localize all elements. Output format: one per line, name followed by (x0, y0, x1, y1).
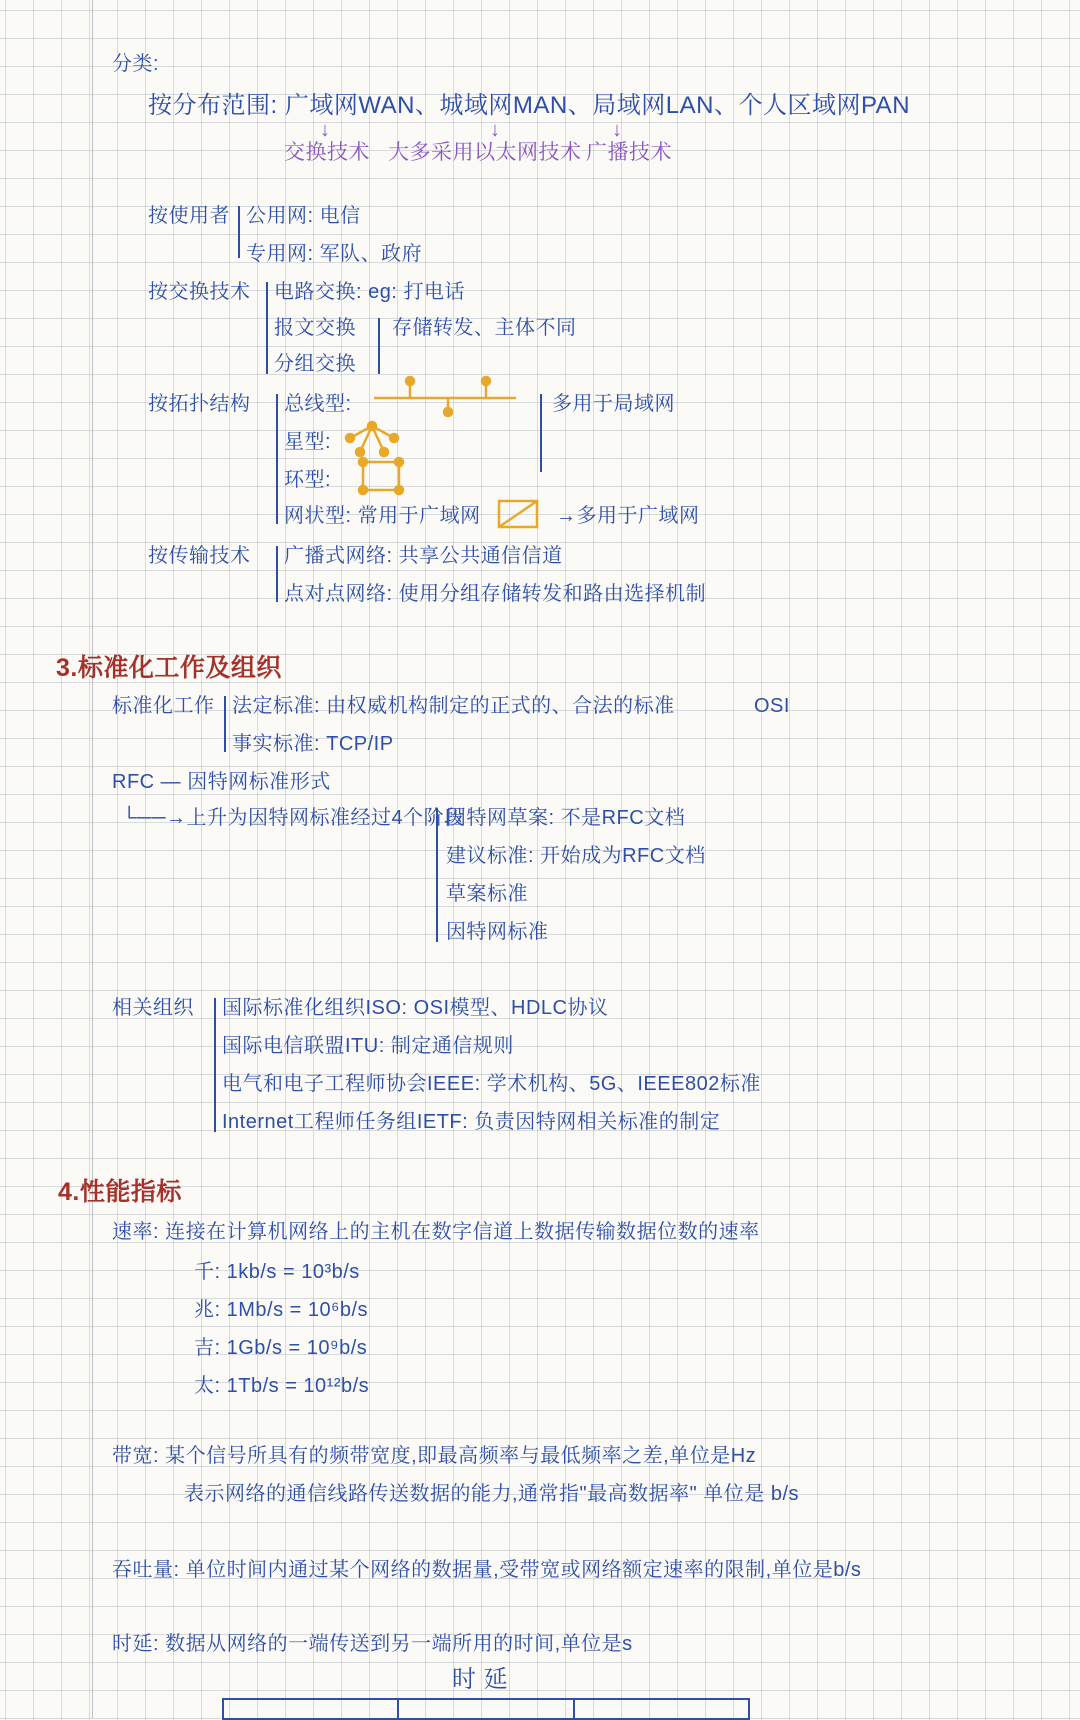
rate-unit: 兆: 1Mb/s = 10⁶b/s (194, 1299, 369, 1321)
delay-table (222, 1698, 750, 1720)
osi-note: OSI (754, 695, 790, 717)
brace (436, 808, 438, 942)
org-item: 国际标准化组织ISO: OSI模型、HDLC协议 (222, 997, 609, 1019)
mesh-topology-diagram (496, 498, 540, 530)
by-user-item: 专用网: 军队、政府 (246, 243, 423, 265)
rfc-stage: 因特网标准 (446, 921, 549, 943)
by-user-item: 公用网: 电信 (246, 205, 361, 227)
bandwidth-line: 表示网络的通信线路传送数据的能力,通常指"最高数据率" 单位是 b/s (184, 1483, 800, 1505)
org-item: 电气和电子工程师协会IEEE: 学术机构、5G、IEEE802标准 (222, 1073, 761, 1095)
org-item: 国际电信联盟ITU: 制定通信规则 (222, 1035, 514, 1057)
arrow-down-icon: ↓ (490, 119, 500, 141)
topology-mesh: 网状型: 常用于广域网 (284, 505, 481, 527)
std-work-label: 标准化工作 (112, 695, 215, 717)
rate-definition: 速率: 连接在计算机网络上的主机在数字信道上数据传输数据位数的速率 (112, 1221, 760, 1243)
rfc-lead: └──→上升为因特网标准经过4个阶段 (122, 807, 465, 829)
bus-topology-diagram (370, 376, 520, 416)
switch-item: 分组交换 (274, 353, 356, 375)
tech-wan: 交换技术 (284, 141, 370, 164)
delay-table-title: 时 延 (452, 1666, 509, 1693)
delay-definition: 时延: 数据从网络的一端传送到另一端所用的时间,单位是s (112, 1633, 633, 1655)
bandwidth-line: 带宽: 某个信号所具有的频带宽度,即最高频率与最低频率之差,单位是Hz (112, 1445, 757, 1467)
brace (534, 394, 542, 472)
topology-star: 星型: (284, 431, 332, 453)
rfc-stage: 因特网草案: 不是RFC文档 (446, 807, 686, 829)
notebook-margin-line (92, 0, 93, 1718)
std-work-item: 法定标准: 由权威机构制定的正式的、合法的标准 (232, 695, 675, 717)
brace (276, 546, 278, 602)
brace (224, 696, 226, 752)
star-topology-diagram (344, 418, 404, 458)
ring-topology-diagram (358, 458, 404, 494)
switch-item: 报文交换 (274, 317, 356, 339)
switch-note: 存储转发、主体不同 (392, 317, 577, 339)
tech-pan: 广播技术 (586, 141, 672, 164)
by-user-label: 按使用者 (148, 205, 230, 227)
table-cell (399, 1700, 574, 1718)
table-cell (575, 1700, 748, 1718)
topology-ring: 环型: (284, 469, 332, 491)
std-work-item: 事实标准: TCP/IP (232, 733, 394, 755)
by-transmission-label: 按传输技术 (148, 545, 251, 567)
rate-unit: 千: 1kb/s = 10³b/s (194, 1261, 360, 1283)
by-range-line: 按分布范围: 广域网WAN、城域网MAN、局域网LAN、个人区域网PAN (148, 92, 911, 119)
brace (276, 394, 278, 524)
brace (238, 206, 240, 258)
orgs-label: 相关组织 (112, 997, 194, 1019)
brace (266, 282, 268, 374)
arrow-down-icon: ↓ (612, 119, 622, 141)
by-switch-label: 按交换技术 (148, 281, 251, 303)
rfc-title: RFC — 因特网标准形式 (112, 771, 331, 793)
rate-unit: 吉: 1Gb/s = 10⁹b/s (194, 1337, 368, 1359)
org-item: Internet工程师任务组IETF: 负责因特网相关标准的制定 (222, 1111, 721, 1133)
rfc-stage: 建议标准: 开始成为RFC文档 (446, 845, 706, 867)
transmission-item: 广播式网络: 共享公共通信信道 (284, 545, 563, 567)
brace (372, 318, 380, 374)
by-topology-label: 按拓扑结构 (148, 393, 251, 415)
rate-unit: 太: 1Tb/s = 10¹²b/s (194, 1375, 370, 1397)
topology-bus: 总线型: (284, 393, 352, 415)
arrow-down-icon: ↓ (320, 119, 330, 141)
section-heading: 4.性能指标 (58, 1178, 182, 1206)
brace (214, 998, 216, 1132)
tech-lan: 大多采用以太网技术 (388, 141, 582, 164)
rfc-stage: 草案标准 (446, 883, 528, 905)
section-heading: 3.标准化工作及组织 (56, 654, 282, 682)
switch-item: 电路交换: eg: 打电话 (274, 281, 465, 303)
topology-lan-note: 多用于局域网 (552, 393, 675, 415)
topology-wan-note: →多用于广域网 (556, 505, 700, 527)
throughput-definition: 吞吐量: 单位时间内通过某个网络的数据量,受带宽或网络额定速率的限制,单位是b/s (112, 1559, 862, 1581)
transmission-item: 点对点网络: 使用分组存储转发和路由选择机制 (284, 583, 707, 605)
classify-title: 分类: (112, 53, 160, 75)
table-cell (224, 1700, 399, 1718)
